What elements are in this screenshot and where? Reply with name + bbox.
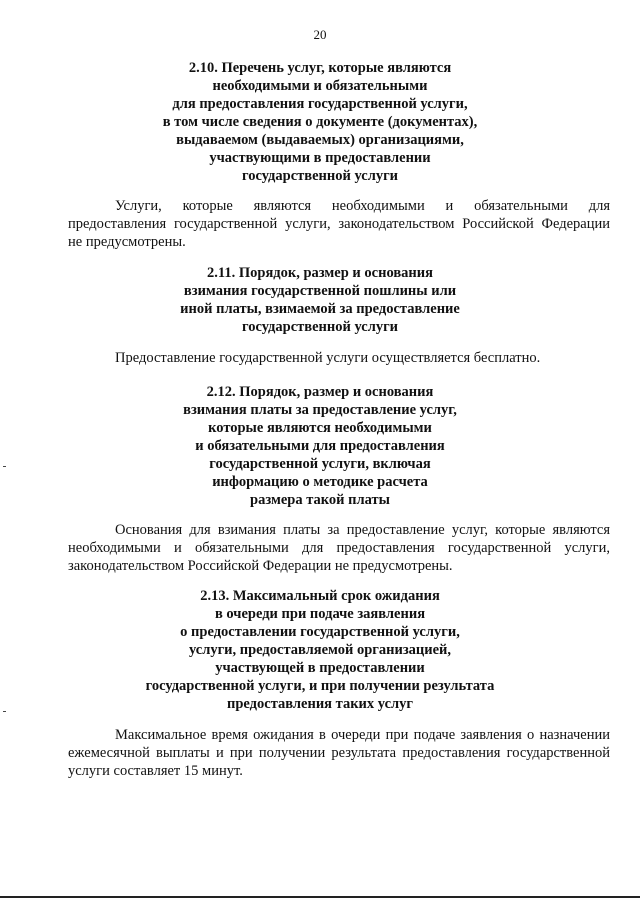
section-heading-2-10: [0, 59, 640, 185]
heading-line: информацию о методике расчета: [212, 474, 428, 490]
section-paragraph-2-12: [68, 521, 610, 575]
section-paragraph-2-10: [68, 197, 610, 251]
paragraph-line: необходимыми и обязательными для предоставления государственной услуги,: [68, 540, 610, 556]
heading-line: участвующими в предоставлении: [209, 150, 431, 166]
heading-line: услуги, предоставляемой организацией,: [188, 642, 452, 658]
section-paragraph-2-13: [68, 726, 610, 780]
heading-line: в очереди при подаче заявления: [214, 606, 426, 622]
page-bottom-rule: [0, 896, 640, 898]
margin-scan-mark: [3, 466, 6, 467]
heading-line: взимания платы за предоставление услуг,: [183, 402, 457, 418]
section-heading-2-11: [0, 264, 640, 336]
section-paragraph-2-11: [68, 349, 610, 367]
heading-line: участвующей в предоставлении: [215, 660, 425, 676]
heading-line: размера такой платы: [250, 492, 390, 508]
heading-line: и обязательными для предоставления: [195, 438, 445, 454]
heading-line: 2.13. Максимальный срок ожидания: [200, 588, 440, 604]
heading-line: предоставления таких услуг: [227, 696, 413, 712]
heading-line: в том числе сведения о документе (документах),: [162, 114, 478, 130]
heading-line: взимания государственной пошлины или: [183, 283, 457, 299]
heading-line: государственной услуги: [241, 168, 399, 184]
paragraph-line: услуги составляет 15 минут.: [68, 763, 243, 779]
heading-line: 2.10. Перечень услуг, которые являются: [188, 60, 452, 76]
page-number: 20: [313, 27, 327, 42]
heading-line: государственной услуги, и при получении результата: [145, 678, 495, 694]
margin-scan-mark: [3, 711, 6, 712]
paragraph-line: ежемесячной выплаты и при получении результата предоставления государственной: [68, 745, 610, 761]
heading-line: о предоставлении государственной услуги,: [180, 624, 460, 640]
paragraph-line: предоставления государственной услуги, законодательством Российской Федерации: [68, 216, 610, 232]
paragraph-line: Услуги, которые являются необходимыми и обязательными для: [115, 198, 610, 214]
heading-line: которые являются необходимыми: [208, 420, 432, 436]
section-heading-2-13: [0, 587, 640, 713]
section-heading-2-12: [0, 383, 640, 509]
paragraph-line: Максимальное время ожидания в очереди при подаче заявления о назначении: [115, 727, 610, 743]
paragraph-line: Основания для взимания платы за предоставление услуг, которые являются: [115, 522, 610, 538]
heading-line: государственной услуги, включая: [209, 456, 431, 472]
paragraph-line: не предусмотрены.: [68, 234, 186, 250]
heading-line: для предоставления государственной услуги,: [172, 96, 468, 112]
heading-line: 2.12. Порядок, размер и основания: [206, 384, 434, 400]
heading-line: выдаваемом (выдаваемых) организациями,: [176, 132, 464, 148]
heading-line: государственной услуги: [241, 319, 399, 335]
heading-line: иной платы, взимаемой за предоставление: [180, 301, 460, 317]
paragraph-line: Предоставление государственной услуги осуществляется бесплатно.: [115, 350, 541, 366]
heading-line: необходимыми и обязательными: [212, 78, 428, 94]
heading-line: 2.11. Порядок, размер и основания: [207, 265, 433, 281]
paragraph-line: законодательством Российской Федерации не предусмотрены.: [68, 558, 453, 574]
